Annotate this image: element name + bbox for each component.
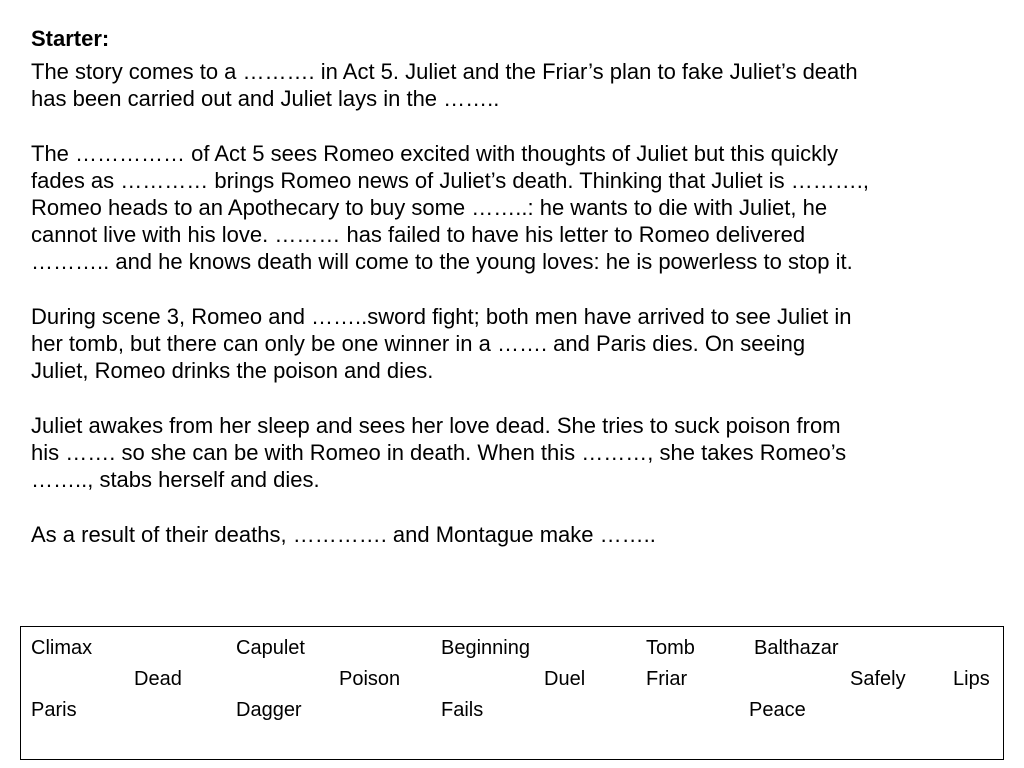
starter-heading: Starter: bbox=[31, 26, 110, 51]
paragraph-line: During scene 3, Romeo and ……..sword fight; both men have arrived to see Juliet in bbox=[31, 304, 852, 329]
paragraph-2 bbox=[31, 140, 996, 275]
word-bank-word: Tomb bbox=[646, 637, 695, 659]
word-bank-word: Dagger bbox=[236, 699, 302, 721]
paragraph-line: …….., stabs herself and dies. bbox=[31, 467, 320, 492]
paragraph-line: Juliet awakes from her sleep and sees her love dead. She tries to suck poison from bbox=[31, 413, 841, 438]
paragraph-line: The story comes to a ………. in Act 5. Juliet and the Friar’s plan to fake Juliet’s death bbox=[31, 59, 858, 84]
word-bank-word: Lips bbox=[953, 668, 990, 690]
word-bank-word: Capulet bbox=[236, 637, 305, 659]
word-bank-word: Paris bbox=[31, 699, 77, 721]
word-bank-word: Duel bbox=[544, 668, 586, 690]
paragraph-line: Juliet, Romeo drinks the poison and dies. bbox=[31, 358, 434, 383]
word-bank-word: Safely bbox=[850, 668, 906, 690]
word-bank-word: Poison bbox=[339, 668, 401, 690]
word-bank-word: Beginning bbox=[441, 637, 530, 659]
paragraph-1 bbox=[31, 58, 996, 112]
word-bank-word: Balthazar bbox=[754, 637, 839, 659]
paragraph-line: The …………… of Act 5 sees Romeo excited with thoughts of Juliet but this quickly bbox=[31, 141, 839, 166]
word-bank-word: Climax bbox=[31, 637, 93, 659]
paragraph-3 bbox=[31, 303, 996, 384]
paragraph-line: his ……. so she can be with Romeo in death. When this ………, she takes Romeo’s bbox=[31, 440, 847, 465]
word-bank-word: Fails bbox=[441, 699, 484, 721]
paragraph-line: As a result of their deaths, …………. and Montague make …….. bbox=[31, 522, 656, 547]
paragraph-container bbox=[31, 58, 996, 576]
paragraph-line: Romeo heads to an Apothecary to buy some ……..: he wants to die with Juliet, he bbox=[31, 195, 828, 220]
paragraph-line: has been carried out and Juliet lays in the …….. bbox=[31, 86, 500, 111]
word-bank-word: Friar bbox=[646, 668, 688, 690]
word-bank-box bbox=[20, 626, 1004, 760]
paragraph-4 bbox=[31, 412, 996, 493]
word-bank-word: Dead bbox=[134, 668, 182, 690]
paragraph-line: ……….. and he knows death will come to the young loves: he is powerless to stop it. bbox=[31, 249, 853, 274]
paragraph-line: her tomb, but there can only be one winner in a ……. and Paris dies. On seeing bbox=[31, 331, 806, 356]
paragraph-line: cannot live with his love. ……… has failed to have his letter to Romeo delivered bbox=[31, 222, 806, 247]
paragraph-line: fades as ………… brings Romeo news of Juliet’s death. Thinking that Juliet is ………., bbox=[31, 168, 869, 193]
paragraph-5 bbox=[31, 521, 996, 548]
word-bank-word: Peace bbox=[749, 699, 806, 721]
